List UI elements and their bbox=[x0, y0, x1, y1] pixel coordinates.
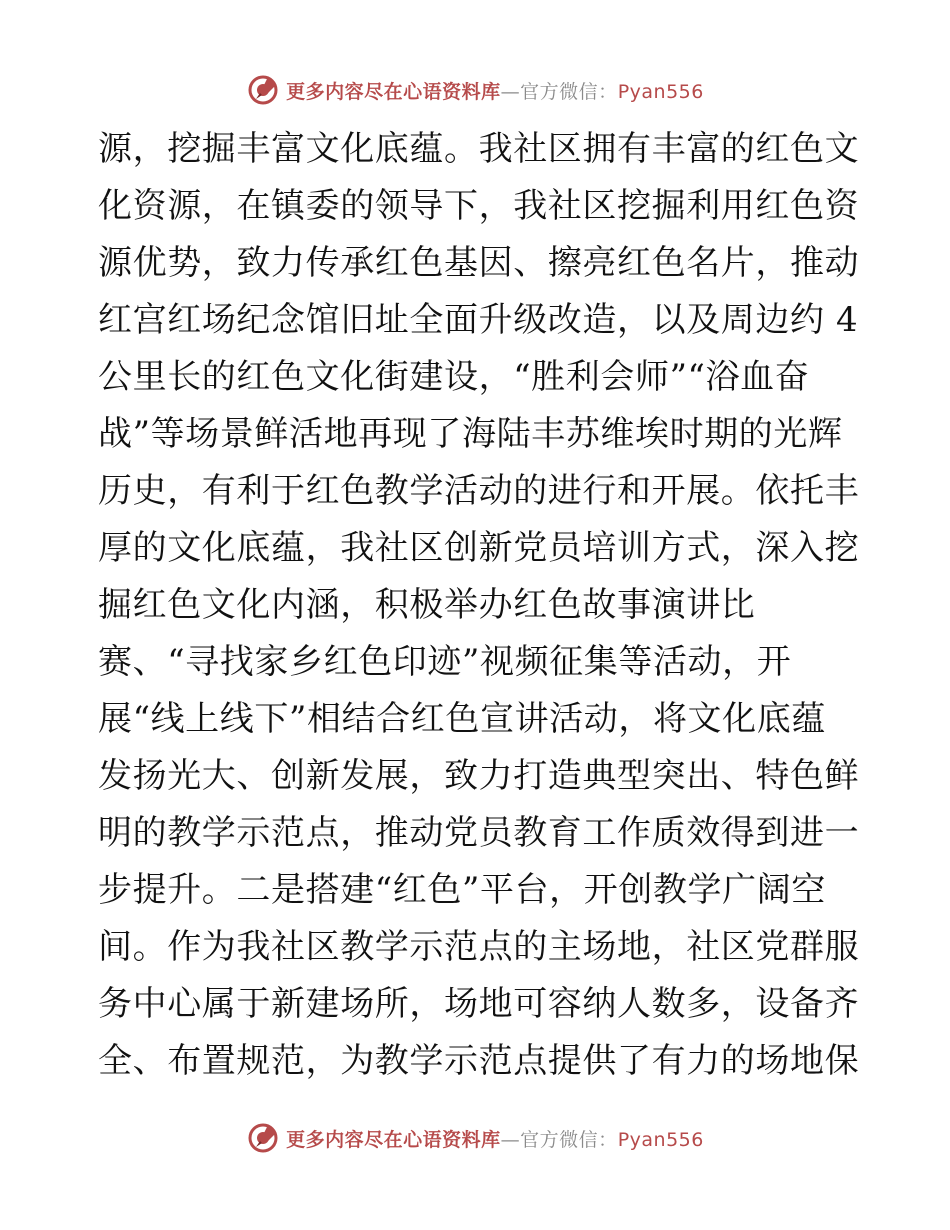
body-line: 明的教学示范点，推动党员教育工作质效得到进一 bbox=[98, 813, 860, 853]
header-wechat-id: Pyan556 bbox=[617, 80, 704, 103]
footer-separator: — bbox=[500, 1128, 521, 1151]
body-line: 全、布置规范，为教学示范点提供了有力的场地保 bbox=[98, 1041, 860, 1081]
footer-brand: 更多内容尽在心语资料库 bbox=[286, 1128, 501, 1151]
body-line: 源优势，致力传承红色基因、擦亮红色名片，推动 bbox=[98, 243, 860, 283]
body-line: 化资源，在镇委的领导下，我社区挖掘利用红色资 bbox=[98, 186, 860, 226]
body-line: 历史，有利于红色教学活动的进行和开展。依托丰 bbox=[98, 471, 860, 511]
body-line: 间。作为我社区教学示范点的主场地，社区党群服 bbox=[98, 927, 860, 967]
header-separator: — bbox=[500, 80, 521, 103]
header-brand: 更多内容尽在心语资料库 bbox=[286, 80, 501, 103]
body-line: 赛、“寻找家乡红色印迹”视频征集等活动，开 bbox=[98, 642, 792, 682]
body-line: 展“线上线下”相结合红色宣讲活动，将文化底蕴 bbox=[98, 699, 826, 739]
body-line: 红宫红场纪念馆旧址全面升级改造，以及周边约 4 bbox=[98, 300, 859, 340]
body-line: 战”等场景鲜活地再现了海陆丰苏维埃时期的光辉 bbox=[98, 414, 843, 454]
footer-text bbox=[286, 1125, 704, 1152]
pen-circle-logo-icon bbox=[246, 1121, 280, 1155]
body-line: 厚的文化底蕴，我社区创新党员培训方式，深入挖 bbox=[98, 528, 860, 568]
body-line: 掘红色文化内涵，积极举办红色故事演讲比 bbox=[98, 585, 756, 625]
header-wechat-label: 官方微信： bbox=[520, 80, 618, 103]
footer-wechat-label: 官方微信： bbox=[520, 1128, 618, 1151]
body-line: 源，挖掘丰富文化底蕴。我社区拥有丰富的红色文 bbox=[98, 129, 860, 169]
document-body bbox=[98, 121, 858, 1090]
footer-banner bbox=[0, 1118, 950, 1158]
body-line: 发扬光大、创新发展，致力打造典型突出、特色鲜 bbox=[98, 756, 860, 796]
pen-circle-logo-icon bbox=[246, 73, 280, 107]
body-line: 步提升。二是搭建“红色”平台，开创教学广阔空 bbox=[98, 870, 826, 910]
body-line: 公里长的红色文化街建设，“胜利会师”“浴血奋 bbox=[98, 357, 810, 397]
header-banner bbox=[0, 70, 950, 110]
footer-wechat-id: Pyan556 bbox=[617, 1128, 704, 1151]
body-line: 务中心属于新建场所，场地可容纳人数多，设备齐 bbox=[98, 984, 860, 1024]
header-text bbox=[286, 77, 704, 104]
